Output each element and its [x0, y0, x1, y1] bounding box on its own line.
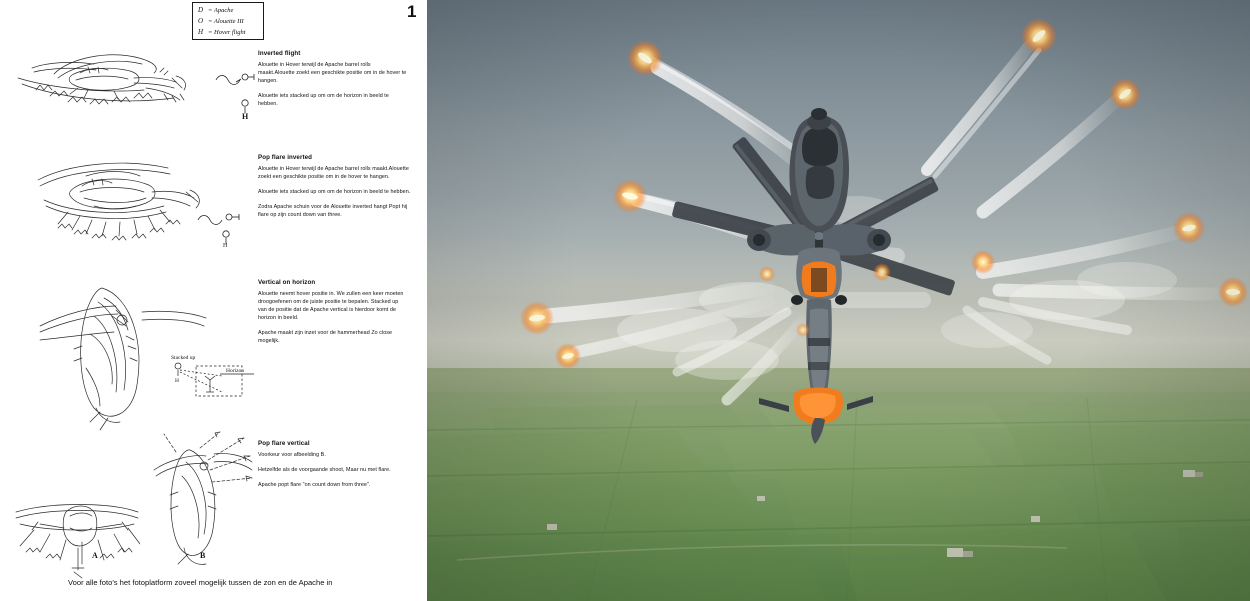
para-inverted-flight-2: Alouette iets stacked up om om de horizon in beeld te hebben.	[258, 93, 389, 107]
legend-label-alouette: = Alouette III	[208, 18, 244, 25]
legend-label-apache: = Apache	[208, 7, 234, 14]
sketch-variant-b	[148, 430, 258, 570]
svg-text:Horizon: Horizon	[226, 368, 245, 374]
heading-vertical-on-horizon: Vertical on horizon	[258, 279, 316, 286]
heading-pop-flare-inverted: Pop flare inverted	[258, 154, 313, 161]
legend-label-hover: = Hover flight	[208, 29, 246, 36]
label-variant-a: A	[92, 551, 98, 560]
flare-heads	[520, 18, 1248, 369]
alouette-symbol-icon: O	[197, 17, 204, 25]
text-vertical-on-horizon	[258, 279, 408, 352]
sketch-pop-flare-inverted	[28, 140, 208, 260]
text-inverted-flight	[258, 50, 408, 115]
sketch-inverted-flight	[14, 28, 204, 114]
para-pop-flare-vertical-1: Voorkeur voor afbeelding B.	[258, 452, 326, 458]
svg-text:H: H	[223, 243, 228, 248]
para-pop-flare-vertical-2: Hetzelfde als de voorgaande shoot, Maar nu met flare.	[258, 467, 391, 473]
hover-symbol-icon: H	[197, 28, 204, 36]
svg-text:H: H	[175, 378, 179, 384]
para-vertical-on-horizon-1: Alouette neemt hover positie in. We zullen een keer moeten droogoefenen om de juiste positie te bepalen. Stacked up van de positie dat de Apache vertical is hierdoor komt de horizon in beeld.	[258, 291, 404, 321]
photo-vector-layer	[427, 0, 1250, 601]
para-vertical-on-horizon-2: Apache maakt zijn inzet voor de hammerhead Zo close mogelijk.	[258, 330, 393, 344]
text-pop-flare-inverted	[258, 154, 413, 226]
para-pop-flare-inverted-1: Alouette in Hover terwijl de Apache barrel rolls maakt.Alouette zoekt een geschikte positie om in de hover te hangen.	[258, 166, 409, 180]
heading-pop-flare-vertical: Pop flare vertical	[258, 440, 310, 447]
text-pop-flare-vertical	[258, 440, 408, 496]
sketch-variant-a	[10, 472, 140, 580]
storyboard-panel	[0, 0, 427, 601]
page-caption: Voor alle foto's het fotoplatform zoveel mogelijk tussen de zon en de Apache in	[68, 578, 333, 587]
apache-symbol-icon: D	[197, 6, 204, 14]
para-pop-flare-vertical-3: Apache popt flare "on count down from three".	[258, 482, 371, 488]
label-variant-b: B	[200, 551, 206, 560]
sketch-stacked-up-horizon	[166, 352, 258, 404]
svg-text:Stacked up: Stacked up	[171, 355, 196, 361]
symbol-diagram-pop-flare-inverted	[196, 208, 252, 248]
page-number: 1	[407, 2, 417, 21]
heading-inverted-flight: Inverted flight	[258, 50, 301, 57]
para-pop-flare-inverted-2: Alouette iets stacked up om om de horizon in beeld te hebben.	[258, 189, 411, 195]
para-pop-flare-inverted-3: Zodra Apache schuin voor de Alouette inverted hangt Popt hij flare op zijn count down van three.	[258, 204, 408, 218]
svg-text:H: H	[242, 112, 249, 120]
symbol-diagram-inverted-flight	[214, 66, 258, 90]
legend-row-apache	[196, 5, 260, 16]
legend-row-alouette	[196, 16, 260, 27]
legend-row-hover	[196, 27, 260, 38]
para-inverted-flight-1: Alouette in Hover terwijl de Apache barrel rolls maakt.Alouette zoekt een geschikte positie om in de hover te hangen.	[258, 62, 407, 84]
apache-flare-photo	[427, 0, 1250, 601]
